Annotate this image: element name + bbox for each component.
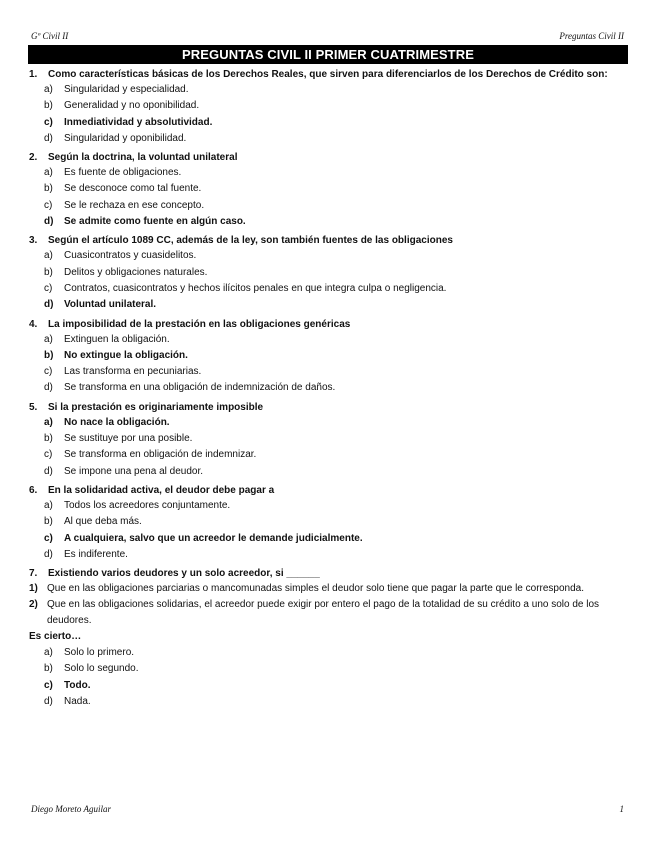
option-text: Extinguen la obligación.	[64, 333, 170, 345]
question-number: 4.	[29, 318, 38, 330]
option-letter: d)	[44, 382, 53, 394]
option-7d	[29, 694, 629, 710]
question-text: Si la prestación es originariamente imposible	[48, 401, 264, 413]
option-letter: c)	[44, 532, 53, 544]
option-text: Es indiferente.	[64, 548, 128, 560]
question-7	[29, 567, 629, 581]
option-text: Contratos, cuasicontratos y hechos ilícitos penales en que integra culpa o negligencia.	[64, 282, 447, 294]
statement-1	[29, 581, 629, 597]
question-6	[29, 484, 629, 498]
option-7c-correct	[29, 678, 629, 694]
question-text: En la solidaridad activa, el deudor debe pagar a	[48, 484, 275, 496]
option-letter: b)	[44, 349, 54, 361]
question-number: 5.	[29, 401, 38, 413]
option-3d-correct	[29, 297, 629, 313]
question-number: 2.	[29, 152, 38, 164]
question-text: Como características básicas de los Derechos Reales, que sirven para diferenciarlos de los Derechos de Crédito son:	[48, 69, 608, 80]
option-2c	[29, 198, 629, 214]
option-1c-correct	[29, 115, 629, 131]
option-text: Generalidad y no oponibilidad.	[64, 100, 200, 112]
option-letter: b)	[44, 183, 53, 195]
option-letter: a)	[44, 167, 53, 179]
option-letter: b)	[44, 100, 53, 112]
question-number: 6.	[29, 484, 38, 496]
question-list	[29, 68, 629, 710]
option-text: A cualquiera, salvo que un acreedor le demande judicialmente.	[64, 532, 363, 544]
question-text: Según el artículo 1089 CC, además de la ley, son también fuentes de las obligaciones	[48, 235, 453, 247]
option-text: Se admite como fuente en algún caso.	[64, 216, 246, 228]
question-5	[29, 401, 629, 415]
option-text: Se sustituye por una posible.	[64, 433, 193, 445]
option-1d	[29, 131, 629, 147]
option-4d	[29, 380, 629, 396]
statement-text: Que en las obligaciones parciarias o mancomunadas simples el deudor solo tiene que pagar la parte que le corresponda.	[47, 583, 584, 595]
option-letter: b)	[44, 663, 53, 675]
option-text: Cuasicontratos y cuasidelitos.	[64, 250, 197, 262]
question-text: Según la doctrina, la voluntad unilateral	[48, 152, 238, 164]
question-text: La imposibilidad de la prestación en las obligaciones genéricas	[48, 318, 351, 330]
option-1b	[29, 98, 629, 114]
option-text: Voluntad unilateral.	[64, 299, 157, 311]
question-text: Existiendo varios deudores y un solo acreedor, si ______	[48, 568, 320, 580]
option-text: Delitos y obligaciones naturales.	[64, 266, 208, 278]
option-text: Singularidad y oponibilidad.	[64, 132, 187, 144]
option-text: Inmediatividad y absolutividad.	[64, 116, 213, 128]
option-4c	[29, 364, 629, 380]
option-2d-correct	[29, 214, 629, 230]
header-course: Gº Civil II	[31, 31, 69, 41]
option-text: Se desconoce como tal fuente.	[64, 183, 202, 195]
option-letter: a)	[44, 499, 53, 511]
option-text: Todos los acreedores conjuntamente.	[64, 499, 231, 511]
option-letter: d)	[44, 299, 54, 311]
running-footer	[31, 804, 624, 816]
option-6a	[29, 498, 629, 514]
option-letter: a)	[44, 333, 53, 345]
option-text: Al que deba más.	[64, 516, 142, 528]
option-3b	[29, 265, 629, 281]
option-text: Solo lo segundo.	[64, 663, 139, 675]
question-number: 1.	[29, 69, 38, 80]
option-letter: d)	[44, 465, 53, 477]
running-header	[31, 31, 624, 43]
statement-number: 1)	[29, 583, 38, 595]
option-1a	[29, 82, 629, 98]
statement-number: 2)	[29, 599, 38, 611]
option-text: Es fuente de obligaciones.	[64, 167, 182, 179]
option-letter: c)	[44, 116, 53, 128]
option-letter: c)	[44, 449, 53, 461]
option-letter: b)	[44, 433, 53, 445]
option-letter: c)	[44, 282, 53, 294]
option-letter: d)	[44, 132, 53, 144]
question-prompt: Es cierto…	[29, 631, 82, 643]
option-5c	[29, 447, 629, 463]
option-7a	[29, 645, 629, 661]
option-letter: d)	[44, 548, 53, 560]
option-4a	[29, 332, 629, 348]
option-text: Todo.	[64, 679, 91, 691]
statement-2	[29, 597, 629, 629]
option-letter: a)	[44, 416, 53, 428]
option-text: Se impone una pena al deudor.	[64, 465, 203, 477]
option-text: Se transforma en una obligación de indemnización de daños.	[64, 382, 336, 394]
option-5a-correct	[29, 415, 629, 431]
option-2a	[29, 165, 629, 181]
option-text: No extingue la obligación.	[64, 349, 188, 361]
option-6d	[29, 547, 629, 563]
option-letter: c)	[44, 679, 53, 691]
option-letter: d)	[44, 216, 54, 228]
question-1	[29, 68, 629, 82]
option-letter: d)	[44, 696, 53, 708]
option-letter: c)	[44, 366, 53, 378]
option-text: Se transforma en obligación de indemnizar.	[64, 449, 257, 461]
option-text: Nada.	[64, 696, 91, 708]
statement-text: Que en las obligaciones solidarias, el acreedor puede exigir por entero el pago de la totalidad de su crédito a uno solo de los deudores.	[47, 599, 600, 627]
option-letter: b)	[44, 266, 53, 278]
option-letter: c)	[44, 199, 53, 211]
footer-author: Diego Moreto Aguilar	[31, 804, 111, 814]
option-letter: b)	[44, 516, 53, 528]
page-number: 1	[619, 804, 624, 814]
option-text: No nace la obligación.	[64, 416, 170, 428]
question-3	[29, 234, 629, 248]
option-letter: a)	[44, 647, 53, 659]
option-6c-correct	[29, 531, 629, 547]
question-4	[29, 318, 629, 332]
option-5d	[29, 464, 629, 480]
option-5b	[29, 431, 629, 447]
option-text: Se le rechaza en ese concepto.	[64, 199, 205, 211]
header-doc-title: Preguntas Civil II	[559, 31, 624, 41]
option-text: Singularidad y especialidad.	[64, 84, 189, 95]
option-6b	[29, 514, 629, 530]
option-text: Las transforma en pecuniarias.	[64, 366, 202, 378]
option-text: Solo lo primero.	[64, 647, 135, 659]
question-2	[29, 151, 629, 165]
page-title: PREGUNTAS CIVIL II PRIMER CUATRIMESTRE	[28, 45, 628, 64]
option-letter: a)	[44, 250, 53, 262]
option-7b	[29, 661, 629, 677]
option-3c	[29, 281, 629, 297]
question-number: 3.	[29, 235, 38, 247]
question-number: 7.	[29, 568, 38, 580]
option-letter: a)	[44, 84, 53, 95]
option-2b	[29, 181, 629, 197]
option-3a	[29, 248, 629, 264]
option-4b-correct	[29, 348, 629, 364]
